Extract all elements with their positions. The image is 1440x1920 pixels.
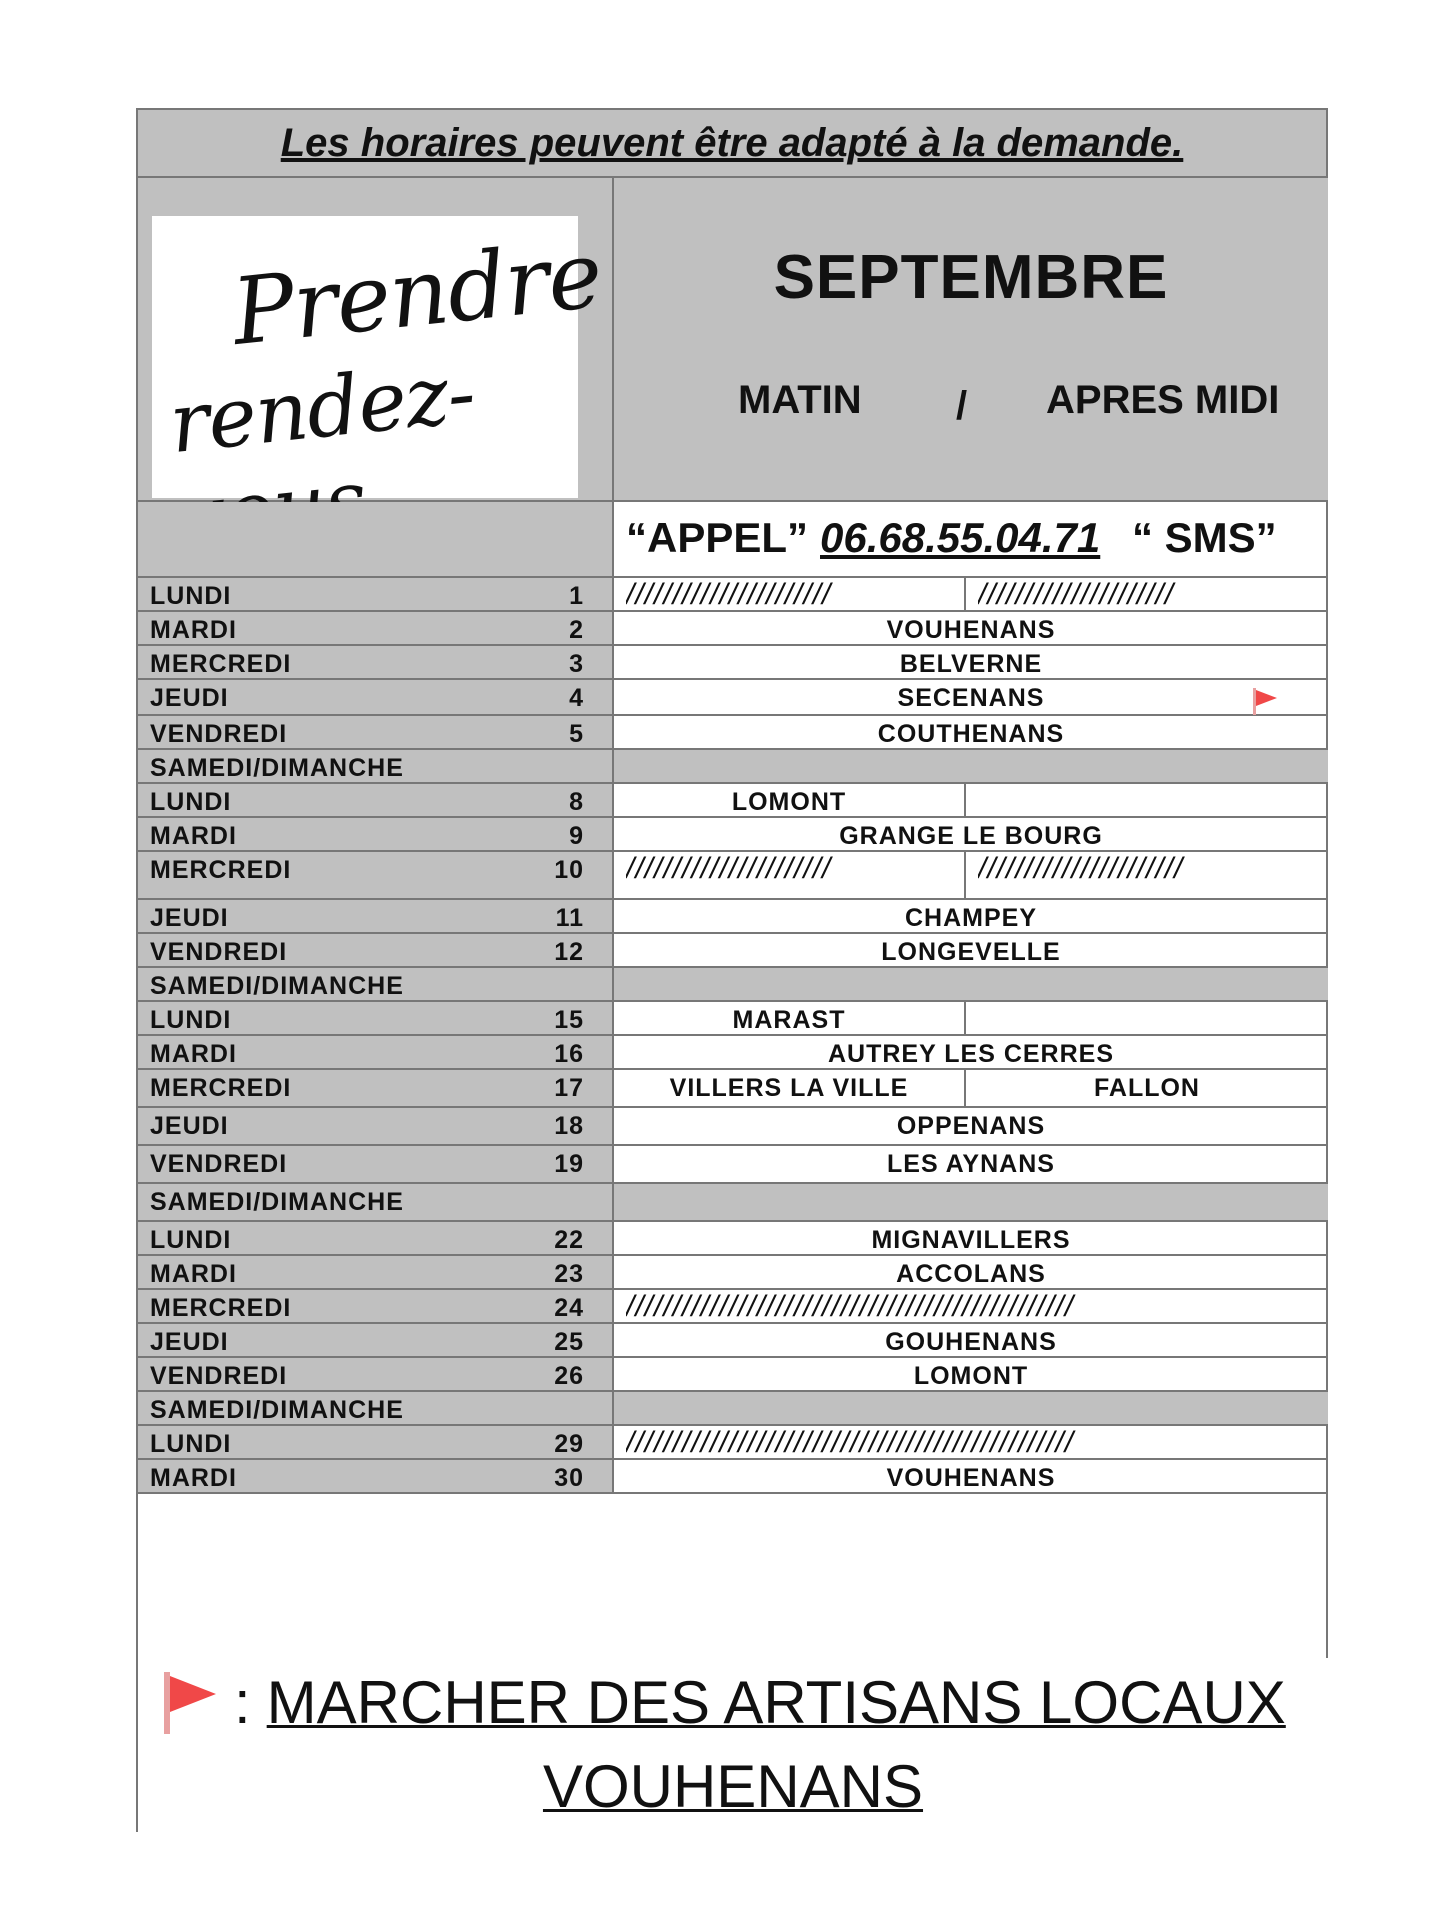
location-cell [614,716,1328,748]
day-number: 30 [554,1464,584,1492]
location-full-day: VOUHENANS [886,616,1056,644]
location-cell [614,646,1328,678]
day-cell [138,1324,614,1356]
location-full-day: CHAMPEY [904,904,1037,932]
day-cell [138,1256,614,1288]
location-full-day: COUTHENANS [877,720,1065,748]
location-cell [614,680,1328,714]
day-name: VENDREDI [150,1362,288,1390]
day-name: LUNDI [150,1226,232,1254]
location-full-day: LES AYNANS [887,1150,1055,1178]
location-cell [614,1036,1328,1068]
day-number: 22 [554,1226,584,1254]
day-name: JEUDI [150,904,229,932]
location-cell [614,1222,1328,1254]
location-full-day: VOUHENANS [886,1464,1056,1492]
day-name: LUNDI [150,788,232,816]
schedule-row [138,1222,1328,1256]
logo-line-1: Prendre [227,220,607,367]
morning-cell [614,784,966,816]
day-name: VENDREDI [150,1150,288,1178]
schedule-row [138,1290,1328,1324]
day-cell [138,1184,614,1220]
period-labels [614,378,1328,428]
location-cell [614,934,1328,966]
day-number: 12 [554,938,584,966]
afternoon-location: ///////////////////// [978,578,1175,611]
location-cell [614,1324,1328,1356]
location-cell [614,1460,1328,1492]
location-full-day: LOMONT [913,1362,1029,1390]
location-cell [614,1256,1328,1288]
day-name: LUNDI [150,1006,232,1034]
schedule-row [138,1460,1328,1494]
morning-location: MARAST [732,1006,846,1034]
day-number: 26 [554,1362,584,1390]
schedule-row [138,612,1328,646]
red-flag-icon [160,1670,222,1736]
location-cell [614,818,1328,850]
day-name: MERCREDI [150,1074,292,1102]
schedule-sheet [136,108,1328,1832]
day-number: 15 [554,1006,584,1034]
header-logo-cell [138,178,614,502]
morning-label: MATIN [738,378,862,422]
day-number: 18 [554,1112,584,1140]
schedule-row [138,1108,1328,1146]
afternoon-cell [966,852,1328,898]
location-cell [614,784,1328,816]
location-full-day: OPPENANS [896,1112,1046,1140]
schedule-row [138,1324,1328,1358]
schedule-row [138,646,1328,680]
day-cell [138,716,614,748]
location-full-day: BELVERNE [899,650,1043,678]
day-number: 17 [554,1074,584,1102]
day-number: 16 [554,1040,584,1068]
schedule-row [138,852,1328,900]
morning-cell [614,1002,966,1034]
month-title: SEPTEMBRE [773,243,1169,312]
day-cell [138,750,614,782]
location-full-day: SECENANS [897,684,1045,712]
morning-cell [614,578,966,610]
legend-colon: : [234,1669,251,1736]
day-number: 5 [569,720,584,748]
day-number: 8 [569,788,584,816]
day-name: MERCREDI [150,856,292,884]
day-cell [138,1426,614,1458]
day-cell [138,784,614,816]
location-cell [614,1358,1328,1390]
schedule-row [138,1426,1328,1460]
legend-title: MARCHER DES ARTISANS LOCAUX [266,1669,1286,1736]
day-number: 19 [554,1150,584,1178]
schedule-row [138,1256,1328,1290]
afternoon-cell [966,578,1328,610]
day-number: 10 [554,856,584,884]
location-full-day: LONGEVELLE [881,938,1061,966]
day-cell [138,1002,614,1034]
schedule-row [138,934,1328,968]
day-number: 2 [569,616,584,644]
appointment-logo [152,216,607,498]
location-cell [614,1146,1328,1182]
morning-location: ////////////////////// [626,852,832,885]
sms-label: “ SMS” [1132,514,1277,561]
period-separator: / [956,384,968,428]
morning-location: ////////////////////// [626,578,832,611]
day-cell [138,1392,614,1424]
day-number: 24 [554,1294,584,1322]
location-full-day: GOUHENANS [885,1328,1057,1356]
afternoon-cell [966,784,1328,816]
schedule-row [138,1392,1328,1426]
schedule-row [138,968,1328,1002]
day-name: LUNDI [150,582,232,610]
day-number: 1 [569,582,584,610]
day-name: JEUDI [150,684,229,712]
location-cell [614,612,1328,644]
day-name: SAMEDI/DIMANCHE [150,1396,404,1424]
afternoon-label: APRES MIDI [1046,378,1280,422]
day-name: JEUDI [150,1328,229,1356]
day-cell [138,900,614,932]
day-cell [138,968,614,1000]
day-cell [138,1358,614,1390]
schedule-row [138,680,1328,716]
red-flag-icon [1250,686,1280,716]
day-name: SAMEDI/DIMANCHE [150,1188,404,1216]
legend-line-2: VOUHENANS [542,1753,924,1820]
location-cell [614,1108,1328,1144]
morning-cell [614,1070,966,1106]
day-cell [138,1108,614,1144]
contact-cell [614,502,1328,578]
location-cell [614,1290,1328,1322]
day-name: SAMEDI/DIMANCHE [150,754,404,782]
day-number: 29 [554,1430,584,1458]
legend-line-1 [234,1668,1286,1737]
schedule-row [138,1358,1328,1392]
day-name: MERCREDI [150,1294,292,1322]
contact-spacer-cell [138,502,614,578]
afternoon-location: ////////////////////// [978,852,1184,885]
location-cell [614,1426,1328,1458]
location-cell [614,1070,1328,1106]
header-month-cell [614,178,1328,502]
schedule-row [138,900,1328,934]
schedule-note-banner: Les horaires peuvent être adapté à la demande. [138,110,1326,178]
day-name: MERCREDI [150,650,292,678]
day-number: 25 [554,1328,584,1356]
day-name: MARDI [150,822,237,850]
day-name: SAMEDI/DIMANCHE [150,972,404,1000]
location-cell [614,968,1328,1000]
morning-location: VILLERS LA VILLE [669,1074,909,1102]
call-label: “APPEL” [626,514,809,561]
day-name: LUNDI [150,1430,232,1458]
location-cell [614,750,1328,782]
day-cell [138,612,614,644]
afternoon-location: FALLON [1094,1074,1200,1102]
day-cell [138,1146,614,1182]
legend-footer [138,1658,1328,1832]
schedule-row [138,784,1328,818]
day-cell [138,578,614,610]
location-cell [614,1002,1328,1034]
schedule-row [138,1146,1328,1184]
day-name: MARDI [150,1464,237,1492]
day-number: 9 [569,822,584,850]
schedule-row [138,578,1328,612]
day-cell [138,680,614,714]
day-number: 4 [569,684,584,712]
day-cell [138,1460,614,1492]
day-cell [138,1222,614,1254]
phone-number-link[interactable]: 06.68.55.04.71 [820,514,1101,561]
schedule-row [138,750,1328,784]
schedule-row [138,1002,1328,1036]
closed-hatch: //////////////////////////////////////////////// [626,1426,1075,1459]
day-name: MARDI [150,616,237,644]
day-number: 23 [554,1260,584,1288]
morning-location: LOMONT [731,788,847,816]
day-cell [138,818,614,850]
day-name: MARDI [150,1260,237,1288]
location-full-day: ACCOLANS [896,1260,1046,1288]
day-number: 11 [555,904,584,932]
day-cell [138,934,614,966]
day-cell [138,852,614,898]
location-cell [614,1392,1328,1424]
location-full-day: GRANGE LE BOURG [839,822,1103,850]
schedule-row [138,1184,1328,1222]
location-cell [614,578,1328,610]
afternoon-cell [966,1002,1328,1034]
day-cell [138,1290,614,1322]
morning-cell [614,852,966,898]
day-name: VENDREDI [150,938,288,966]
schedule-row [138,818,1328,852]
location-cell [614,852,1328,898]
day-cell [138,1036,614,1068]
afternoon-cell [966,1070,1328,1106]
schedule-row [138,1070,1328,1108]
day-number: 3 [569,650,584,678]
day-name: MARDI [150,1040,237,1068]
location-full-day: AUTREY LES CERRES [827,1040,1115,1068]
location-cell [614,1184,1328,1220]
schedule-row [138,1036,1328,1070]
logo-line-2: rendez-vous [165,345,479,473]
day-cell [138,1070,614,1106]
location-full-day: MIGNAVILLERS [871,1226,1071,1254]
closed-hatch: //////////////////////////////////////////////// [626,1290,1075,1323]
location-cell [614,900,1328,932]
schedule-row [138,716,1328,750]
day-name: JEUDI [150,1112,229,1140]
day-cell [138,646,614,678]
day-name: VENDREDI [150,720,288,748]
